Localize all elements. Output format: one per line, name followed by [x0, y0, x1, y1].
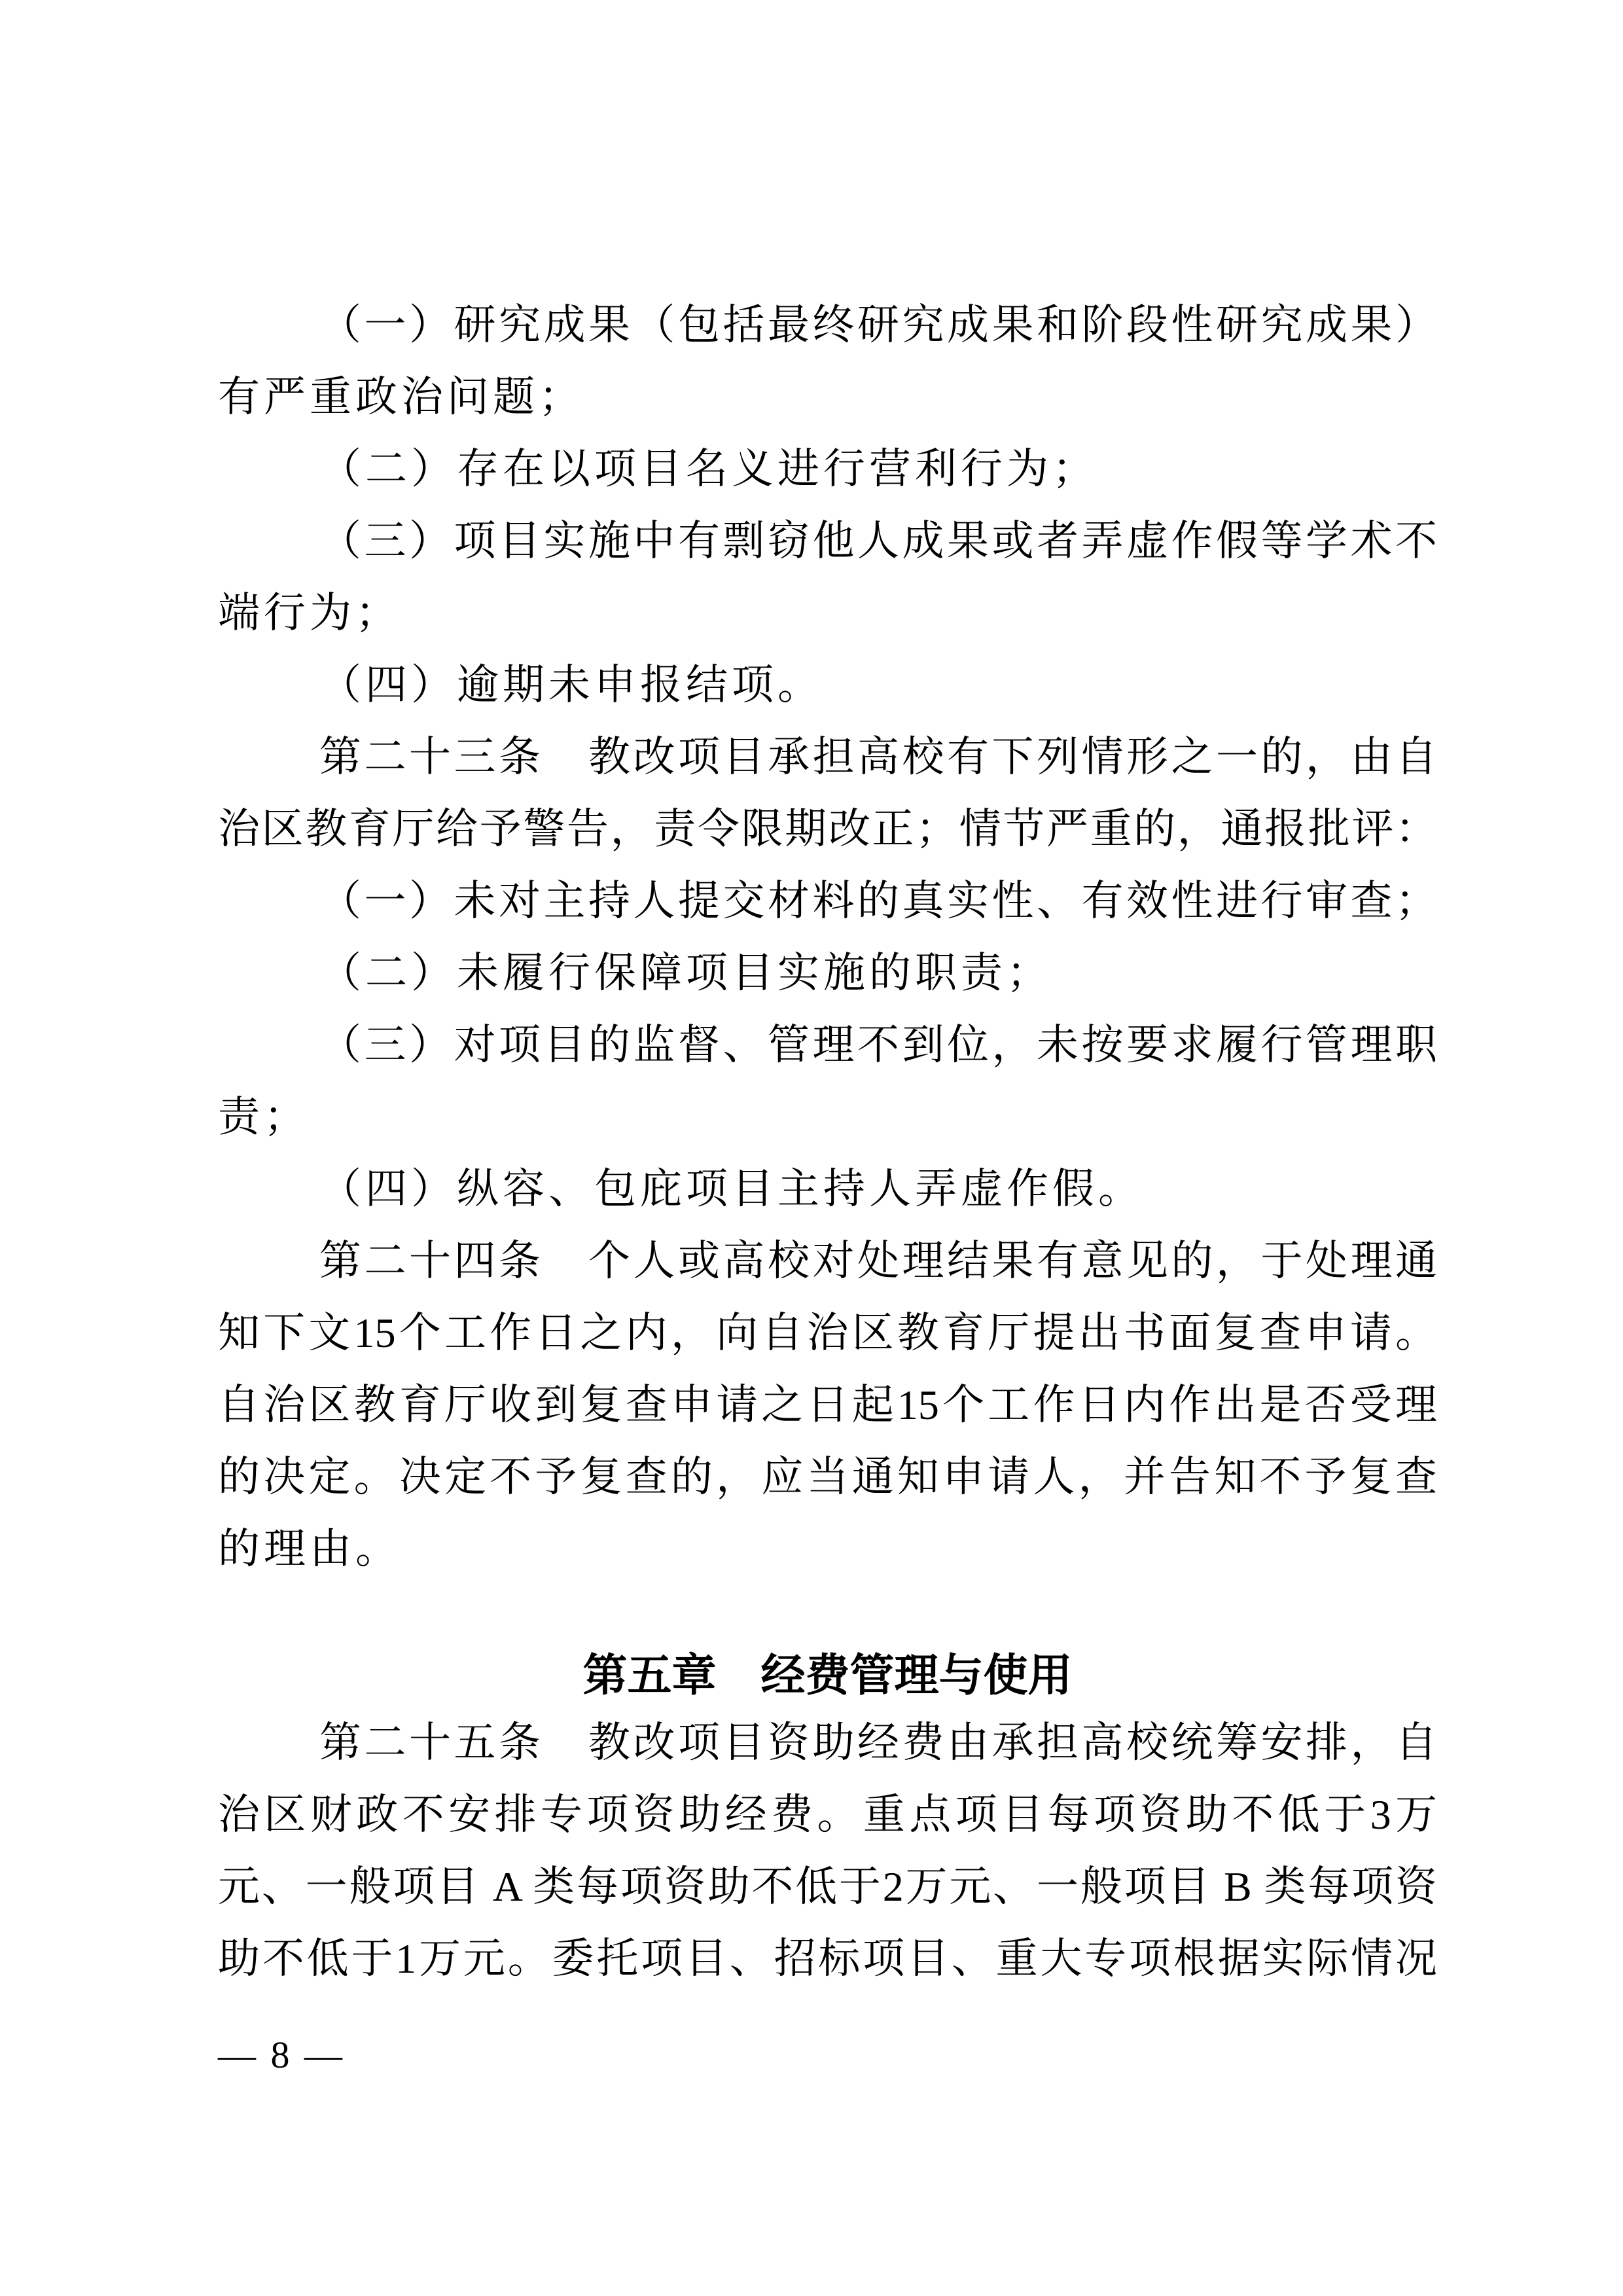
body-line: 自治区教育厅收到复查申请之日起15个工作日内作出是否受理 [218, 1382, 1437, 1428]
page-footer [218, 2032, 345, 2078]
body-line: （二）未履行保障项目实施的职责； [319, 950, 1052, 996]
body-line: 第二十五条 教改项目资助经费由承担高校统筹安排，自 [319, 1719, 1437, 1766]
body-line: 端行为； [218, 590, 401, 636]
body-line: 治区财政不安排专项资助经费。重点项目每项资助不低于3万 [218, 1791, 1437, 1838]
body-line: 有严重政治问题； [218, 374, 584, 420]
chapter-heading: 第五章 经费管理与使用 [582, 1651, 1073, 1700]
body-line: 的理由。 [218, 1526, 401, 1572]
body-line: （四）逾期未申报结项。 [319, 662, 823, 708]
body-line: 责； [218, 1094, 310, 1140]
body-line: 助不低于1万元。委托项目、招标项目、重大专项根据实际情况 [218, 1935, 1437, 1982]
body-line: （二）存在以项目名义进行营利行为； [319, 446, 1098, 492]
body-line: （一）研究成果（包括最终研究成果和阶段性研究成果） [319, 302, 1437, 348]
body-line: 第二十三条 教改项目承担高校有下列情形之一的，由自 [319, 734, 1437, 780]
body-line: 知下文15个工作日之内，向自治区教育厅提出书面复查申请。 [218, 1310, 1437, 1356]
body-line: 元、一般项目 A 类每项资助不低于2万元、一般项目 B 类每项资 [218, 1863, 1437, 1910]
body-line: （一）未对主持人提交材料的真实性、有效性进行审查； [319, 878, 1437, 924]
body-line: （三）对项目的监督、管理不到位，未按要求履行管理职 [319, 1022, 1437, 1068]
body-line: 治区教育厅给予警告，责令限期改正；情节严重的，通报批评： [218, 806, 1437, 852]
body-line: （四）纵容、包庇项目主持人弄虚作假。 [319, 1166, 1144, 1212]
section-post-heading [218, 1707, 1437, 1995]
body-line: （三）项目实施中有剽窃他人成果或者弄虚作假等学术不 [319, 518, 1437, 564]
page-number: — 8 — [218, 2034, 345, 2076]
section-pre-heading [218, 289, 1437, 1585]
body-line: 第二十四条 个人或高校对处理结果有意见的，于处理通 [319, 1238, 1437, 1284]
body-line: 的决定。决定不予复查的，应当通知申请人，并告知不予复查 [218, 1454, 1437, 1500]
